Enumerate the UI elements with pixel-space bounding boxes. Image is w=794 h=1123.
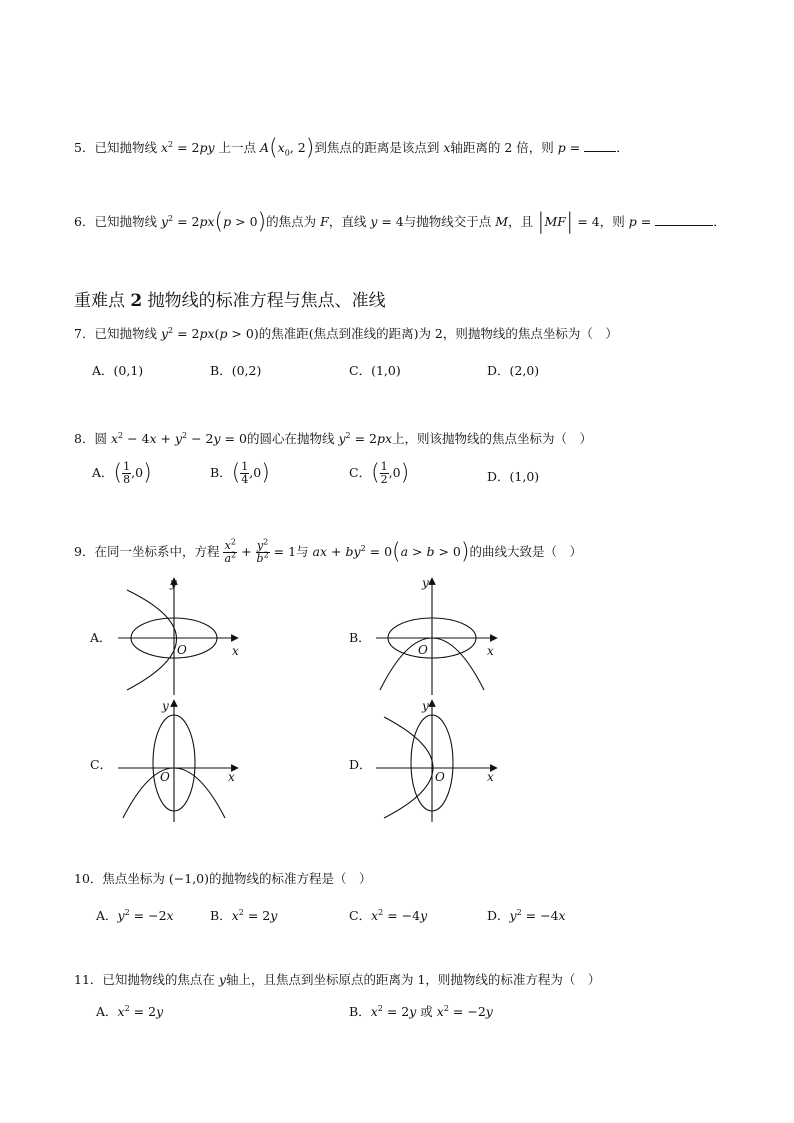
q9-option-d[interactable]: D．	[349, 757, 372, 772]
origin-label: O	[177, 643, 187, 657]
q11-option-b[interactable]: B．$x^2 = 2y$ 或 $x^2 = -2y$	[349, 1003, 493, 1019]
q10-option-c[interactable]: C．$x^2 = -4y$	[349, 907, 428, 923]
axis-y-label: y	[162, 699, 169, 713]
q9-option-b[interactable]: B．	[349, 630, 371, 645]
figure-a	[118, 578, 238, 695]
q7-option-c[interactable]: C．(1,0)	[349, 363, 401, 378]
axis-y-label: y	[170, 576, 177, 590]
question-7: 7．已知抛物线 $y^2 = 2px(p > 0)$的焦准距(焦点到准线的距离)为 2，则抛物线的焦点坐标为（ ）	[74, 325, 618, 341]
q9-option-c[interactable]: C．	[90, 757, 113, 772]
q10-option-b[interactable]: B．$x^2 = 2y$	[210, 907, 278, 923]
q9-option-a[interactable]: A．	[90, 630, 112, 645]
q7-option-d[interactable]: D．(2,0)	[487, 363, 540, 378]
axis-x-label: x	[487, 770, 494, 784]
axis-x-label: x	[228, 770, 235, 784]
q8-option-c[interactable]: C．( $\frac{1}{2}$ ,0)	[349, 460, 410, 486]
axis-y-label: y	[422, 699, 429, 713]
q7-option-a[interactable]: A．(0,1)	[92, 363, 144, 378]
q8-option-d[interactable]: D．(1,0)	[487, 469, 540, 484]
origin-label: O	[435, 770, 445, 784]
question-9: 9．在同一坐标系中，方程 $\frac{x^2}{a^2}$ + $\frac{y^2}{b^2}$ = 1与 ax + $by^2 = 0(a > b > 0)$的曲线大致是（ ）	[74, 537, 582, 565]
q8-option-a[interactable]: A．( $\frac{1}{8}$ ,0)	[92, 460, 152, 486]
figure-c	[118, 700, 238, 822]
question-10: 10．焦点坐标为 (−1,0)的抛物线的标准方程是（ ）	[74, 871, 372, 886]
origin-label: O	[418, 643, 428, 657]
figure-b	[376, 578, 497, 695]
figure-d	[376, 700, 497, 822]
question-6: 6．已知抛物线 $y^2 = 2px(p > 0)$的焦点为 F，直线 y = 4与抛物线交于点 M，且 |MF| = 4，则 p = ．	[74, 209, 726, 235]
section-heading: 重难点 2 抛物线的标准方程与焦点、准线	[74, 291, 386, 311]
q11-option-a[interactable]: A．$x^2 = 2y$	[96, 1003, 164, 1019]
q10-option-a[interactable]: A．$y^2 = -2x$	[96, 907, 174, 923]
axis-x-label: x	[232, 644, 239, 658]
axis-y-label: y	[422, 576, 429, 590]
q8-option-b[interactable]: B．( $\frac{1}{4}$ ,0)	[210, 460, 270, 486]
q10-option-d[interactable]: D．$y^2 = -4x$	[487, 907, 566, 923]
question-5: 5．已知抛物线 $x^2 = 2py$ 上一点 $A(x_0$, 2)到焦点的距离是该点到 x轴距离的 2 倍，则 p = ．	[74, 135, 629, 161]
question-8: 8．圆 $x^2 - 4x + y^2 - 2y = 0$的圆心在抛物线 $y^2 = 2px$上，则该抛物线的焦点坐标为（ ）	[74, 430, 593, 446]
answer-blank[interactable]	[655, 213, 713, 226]
axis-x-label: x	[487, 644, 494, 658]
question-11: 11．已知抛物线的焦点在 y轴上，且焦点到坐标原点的距离为 1，则抛物线的标准方程为（ ）	[74, 972, 601, 987]
origin-label: O	[160, 770, 170, 784]
q7-option-b[interactable]: B．(0,2)	[210, 363, 262, 378]
answer-blank[interactable]	[584, 139, 616, 152]
